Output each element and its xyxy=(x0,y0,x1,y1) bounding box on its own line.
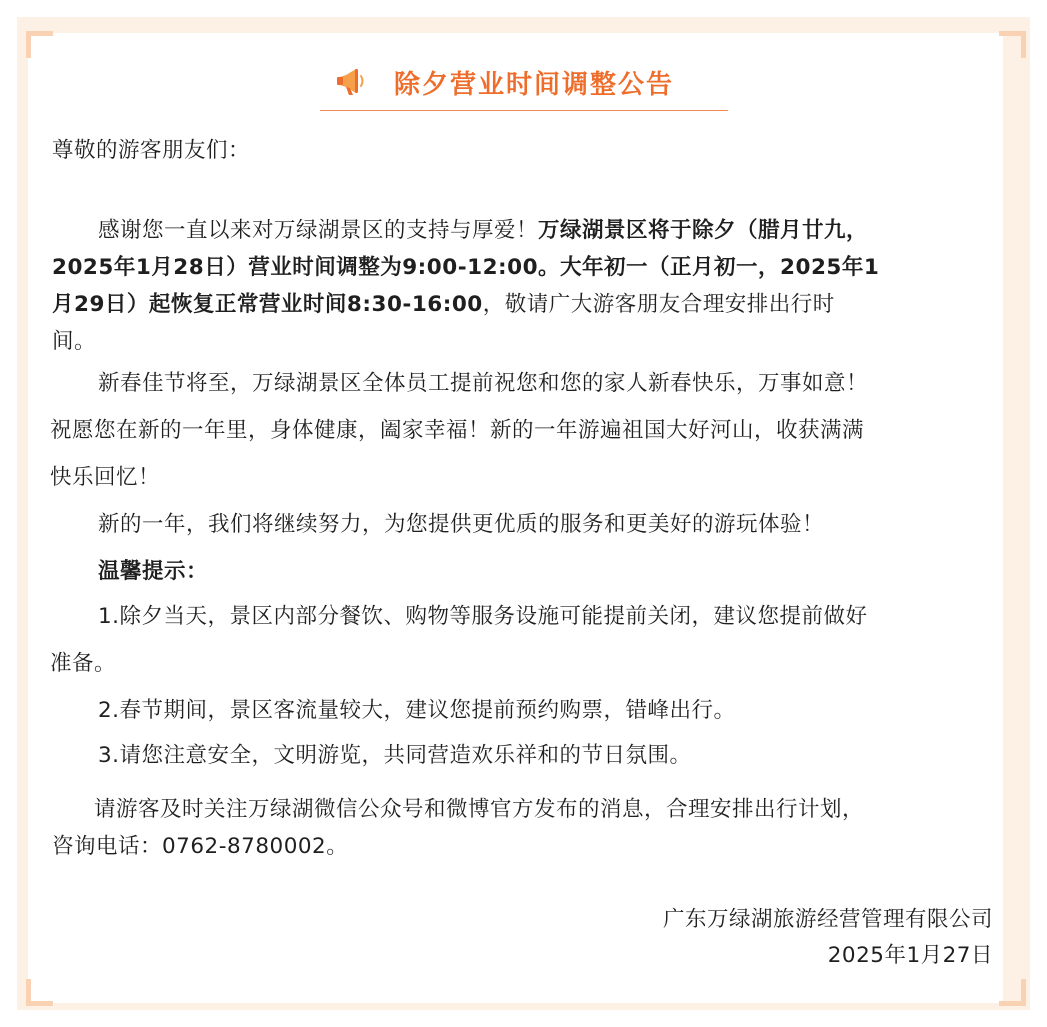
para2-line1: 新春佳节将至，万绿湖景区全体员工提前祝您和您的家人新春快乐，万事如意！ xyxy=(98,371,869,396)
para1-line4: 间。 xyxy=(52,329,97,354)
page-title: 除夕营业时间调整公告 xyxy=(394,70,675,100)
signature-date: 2025年1月27日 xyxy=(827,943,993,968)
para3: 新的一年，我们将继续努力，为您提供更优质的服务和更美好的游玩体验！ xyxy=(98,512,825,537)
tip3: 3.请您注意安全，文明游览，共同营造欢乐祥和的节日氛围。 xyxy=(98,743,692,768)
tip1-line2: 准备。 xyxy=(50,651,117,676)
notice-header xyxy=(320,60,728,111)
corner-ornament-top-left xyxy=(26,31,53,58)
para1-line1-bold: 万绿湖景区将于除夕（腊月廿九， xyxy=(538,218,869,243)
corner-ornament-bottom-left xyxy=(26,979,53,1006)
corner-ornament-top-right xyxy=(999,31,1026,58)
tips-heading: 温馨提示： xyxy=(98,559,209,584)
tip1-line1: 1.除夕当天，景区内部分餐饮、购物等服务设施可能提前关闭，建议您提前做好 xyxy=(98,604,868,629)
para1-line2: 2025年1月28日）营业时间调整为9:00-12:00。大年初一（正月初一，2025年1 xyxy=(52,255,880,280)
para1-line3-bold: 月29日）起恢复正常营业时间8:30-16:00 xyxy=(52,292,483,317)
para1-line3 xyxy=(52,286,835,323)
megaphone-icon xyxy=(334,65,368,97)
tip2: 2.春节期间，景区客流量较大，建议您提前预约购票，错峰出行。 xyxy=(98,698,736,723)
closing-line1: 请游客及时关注万绿湖微信公众号和微博官方发布的消息，合理安排出行计划， xyxy=(94,797,865,822)
para2-line2: 祝愿您在新的一年里，身体健康，阖家幸福！新的一年游遍祖国大好河山，收获满满 xyxy=(50,418,865,443)
para2-line3: 快乐回忆！ xyxy=(50,465,161,490)
corner-ornament-bottom-right xyxy=(999,979,1026,1006)
signature-company: 广东万绿湖旅游经营管理有限公司 xyxy=(662,907,993,932)
para1-line1 xyxy=(98,212,868,249)
para1-line1-normal: 感谢您一直以来对万绿湖景区的支持与厚爱！ xyxy=(98,218,539,243)
greeting: 尊敬的游客朋友们： xyxy=(52,138,251,163)
closing-line2: 咨询电话：0762-8780002。 xyxy=(52,834,349,859)
para1-line3-normal: ，敬请广大游客朋友合理安排出行时 xyxy=(482,292,835,317)
